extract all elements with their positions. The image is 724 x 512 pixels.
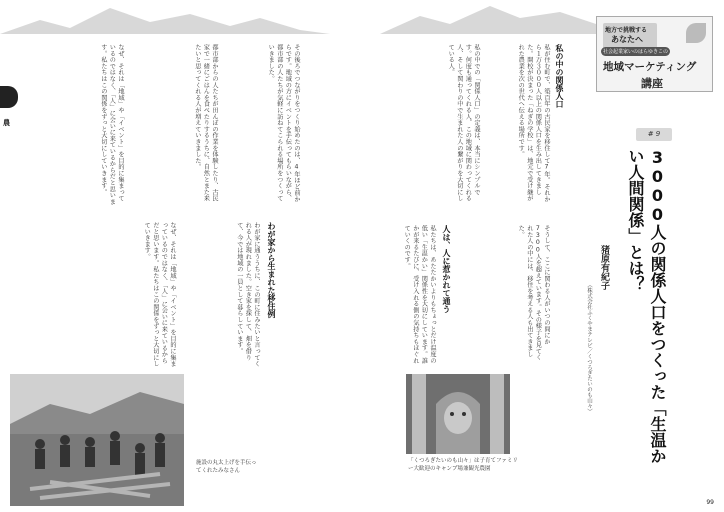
series-line-4: 地域マーケティング: [603, 61, 697, 73]
body-column-2: 私の中での「関係人口」の定義は、本当にシンプルです。何度も通ってくれる人、この地域に関わってくれる人、そして関わりの中で生まれた人の繋がりを大切にしている人。: [447, 44, 480, 202]
body-column-5: その後ろでつながりをつくり始めたのは、4年ほど前からです。地域の方にイベントを手伝ってもらいながら、都市部の人たちが気軽に訪ねてこられる場所をつくっていきました。: [267, 44, 300, 203]
body-column-3: そうして、ここに関わる人がいつの間にか7300人を超えています。その様子を見てくれた人の中には、移住を考える人も出てきました。: [517, 225, 550, 361]
heading-hito-ni-hikarete: 人は、人に惹かれて通う: [442, 225, 451, 313]
heading-kankei-jinko: 私の中の関係人口: [555, 44, 564, 108]
section-tab-label: 農: [3, 119, 10, 127]
body-column-9: なぜ、それは「地域」や「イベント」を目的に集まっているのではなく、「人」に会いに来ているからだと思います。私たちはこの関係をずっと大切にしていきます。: [143, 222, 176, 367]
series-line-1: 地方で挑戦する: [605, 27, 648, 34]
author-name: 猪原有紀子: [599, 245, 609, 290]
body-column-1: 私が住む町で、築百年の古民家を移住して7年。それから１万３０００人以上の関係人口を生み出してきました。開校が決まった「ねぎの学校」は、地元で受け継がれた農業を次の世代へ伝える場所です。: [517, 44, 550, 203]
issue-badge: # 9: [636, 128, 672, 141]
author-affiliation: （株式会社ふくやまテレビ／くつろぎたいのも山々）: [586, 282, 592, 414]
series-title-box: [596, 16, 713, 92]
body-column-7: わが家に通ううちに、この町に住みたいと言ってくれる人が現れました。空き家を探して、畑を借りて、今では地域の一員として暮らしています。: [235, 222, 260, 367]
leaf-illustration: [686, 23, 706, 43]
photo-volunteers-drawing: [10, 374, 184, 506]
series-line-5: 講座: [641, 77, 663, 90]
page-number: 99: [706, 499, 714, 506]
photo-volunteers: [10, 374, 184, 506]
caption-volunteers: 施設の丸太上げを手伝ってくれたみなさん: [196, 460, 257, 474]
article-title: 3000人の関係人口をつくった「生温かい人間関係」とは？: [626, 148, 667, 464]
photo-statue: [406, 374, 510, 454]
body-column-6: 都市部からの人たちが田んぼの作業を体験したり、古民家で一緒にごはんを食べたりするうちに、自然とまた来たいと思ってくれる人が増えていきました。: [193, 44, 218, 202]
body-column-4: 私たちは、あたたかいよりもちょっとだけ温度の低い「生温かい」関係性を大切にしています。誰かが来るたびに、受け入れる側の気持ちもほぐれていくのです。: [403, 225, 436, 364]
section-tab-marker: [0, 86, 18, 108]
caption-statue: 「くつろぎたいのも山々」は子育てファミリー大歓迎のキャンプ場兼観光農園: [408, 458, 518, 472]
photo-statue-drawing: [406, 374, 510, 454]
heading-ijurei: わが家から生まれた移住例: [267, 222, 276, 318]
body-column-8: なぜ、それは「地域」や「イベント」を目的に集まっているのではなく、「人」に会いに来ているからだと思います。私たちはこの関係をずっと大切にしていきます。: [99, 44, 124, 205]
series-line-3: 社会起業家いのはらゆきこの: [603, 49, 669, 55]
series-line-2: あなたへ: [611, 35, 643, 44]
